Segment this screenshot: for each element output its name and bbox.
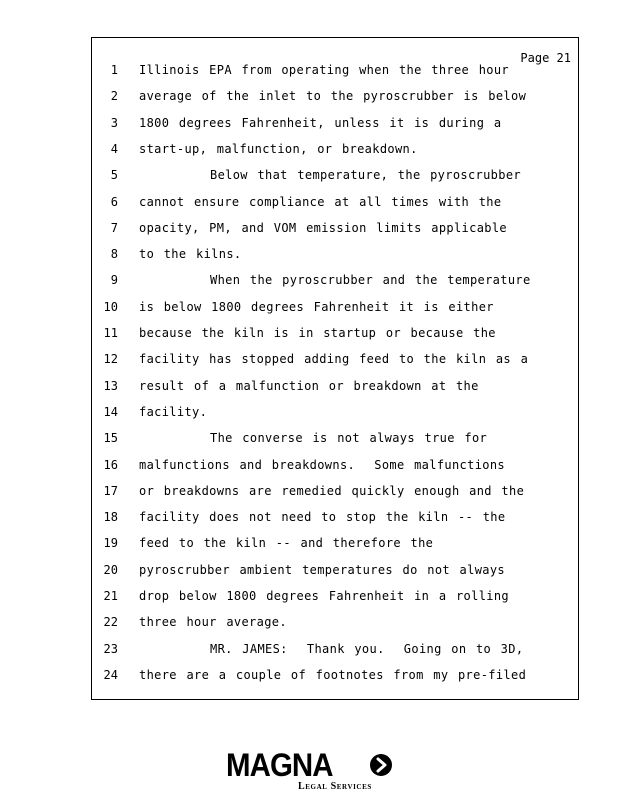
line-text: because the kiln is in startup or because the xyxy=(139,326,496,340)
transcript-line xyxy=(92,142,578,168)
line-number: 23 xyxy=(103,641,118,656)
transcript-line xyxy=(92,510,578,536)
transcript-line xyxy=(92,63,578,89)
line-number: 9 xyxy=(110,273,118,288)
line-text: pyroscrubber ambient temperatures do not always xyxy=(139,562,506,577)
line-text: result of a malfunction or breakdown at the xyxy=(139,378,479,393)
transcript-line xyxy=(92,379,578,405)
line-number: 2 xyxy=(110,89,118,104)
line-text: The converse is not always true for xyxy=(210,431,488,446)
line-text: Illinois EPA from operating when the three hour xyxy=(139,63,510,77)
page-number: Page 21 xyxy=(520,51,571,65)
transcript-line xyxy=(92,405,578,431)
line-text: opacity, PM, and VOM emission limits applicable xyxy=(139,220,508,235)
line-number: 15 xyxy=(103,431,118,446)
transcript-line xyxy=(92,589,578,615)
line-text: facility has stopped adding feed to the kiln as a xyxy=(139,352,529,367)
line-number: 7 xyxy=(110,220,118,235)
line-text: facility. xyxy=(139,404,208,419)
line-number: 10 xyxy=(103,299,118,314)
line-text: cannot ensure compliance at all times with the xyxy=(139,194,502,209)
line-number: 12 xyxy=(103,352,118,367)
line-number: 16 xyxy=(103,457,118,472)
transcript-line xyxy=(92,300,578,326)
line-number: 18 xyxy=(103,510,118,525)
transcript-line xyxy=(92,668,578,694)
line-text: MR. JAMES: Thank you. Going on to 3D, xyxy=(210,641,524,656)
line-text: malfunctions and breakdowns. Some malfunctions xyxy=(139,457,506,472)
transcript-line xyxy=(92,352,578,378)
transcript-line xyxy=(92,326,578,352)
line-number: 3 xyxy=(110,115,118,130)
line-number: 21 xyxy=(103,589,118,603)
transcript-line xyxy=(92,273,578,299)
line-number: 1 xyxy=(110,63,118,77)
line-text: Below that temperature, the pyroscrubber xyxy=(210,168,521,183)
line-text: to the kilns. xyxy=(139,247,242,262)
line-text: feed to the kiln -- and therefore the xyxy=(139,536,434,551)
transcript-line xyxy=(92,168,578,194)
line-text: average of the inlet to the pyroscrubber is below xyxy=(139,89,527,104)
magna-logo xyxy=(226,748,396,794)
line-text: three hour average. xyxy=(139,615,287,630)
transcript-line xyxy=(92,221,578,247)
line-number: 4 xyxy=(110,141,118,156)
line-text: is below 1800 degrees Fahrenheit it is either xyxy=(139,299,494,314)
line-text: there are a couple of footnotes from my pre-filed xyxy=(139,667,527,682)
line-text: drop below 1800 degrees Fahrenheit in a rolling xyxy=(139,589,510,603)
line-number: 5 xyxy=(110,168,118,183)
line-number: 20 xyxy=(103,562,118,577)
transcript-line xyxy=(92,615,578,641)
line-number: 13 xyxy=(103,378,118,393)
transcript-line xyxy=(92,247,578,273)
line-number: 17 xyxy=(103,483,118,498)
transcript-line xyxy=(92,89,578,115)
transcript-line xyxy=(92,458,578,484)
transcript-page xyxy=(91,37,579,700)
line-number: 14 xyxy=(103,404,118,419)
line-text: 1800 degrees Fahrenheit, unless it is during a xyxy=(139,115,502,130)
transcript-line xyxy=(92,195,578,221)
line-text: or breakdowns are remedied quickly enough and the xyxy=(139,483,525,498)
line-text: facility does not need to stop the kiln -- the xyxy=(139,510,506,525)
line-number: 11 xyxy=(103,326,118,340)
transcript-line xyxy=(92,484,578,510)
line-number: 6 xyxy=(110,194,118,209)
transcript-line xyxy=(92,536,578,562)
transcript-line xyxy=(92,431,578,457)
transcript-line xyxy=(92,563,578,589)
transcript-line xyxy=(92,642,578,668)
line-number: 19 xyxy=(103,536,118,551)
logo-wordmark: MAGNA xyxy=(226,747,333,783)
line-text: When the pyroscrubber and the temperature xyxy=(210,273,531,288)
line-number: 24 xyxy=(103,667,118,682)
arrow-circle-icon xyxy=(370,754,392,776)
line-number: 22 xyxy=(103,615,118,630)
logo-subtitle: Legal Services xyxy=(298,781,372,792)
line-number: 8 xyxy=(110,247,118,262)
transcript-line xyxy=(92,116,578,142)
line-text: start-up, malfunction, or breakdown. xyxy=(139,141,418,156)
